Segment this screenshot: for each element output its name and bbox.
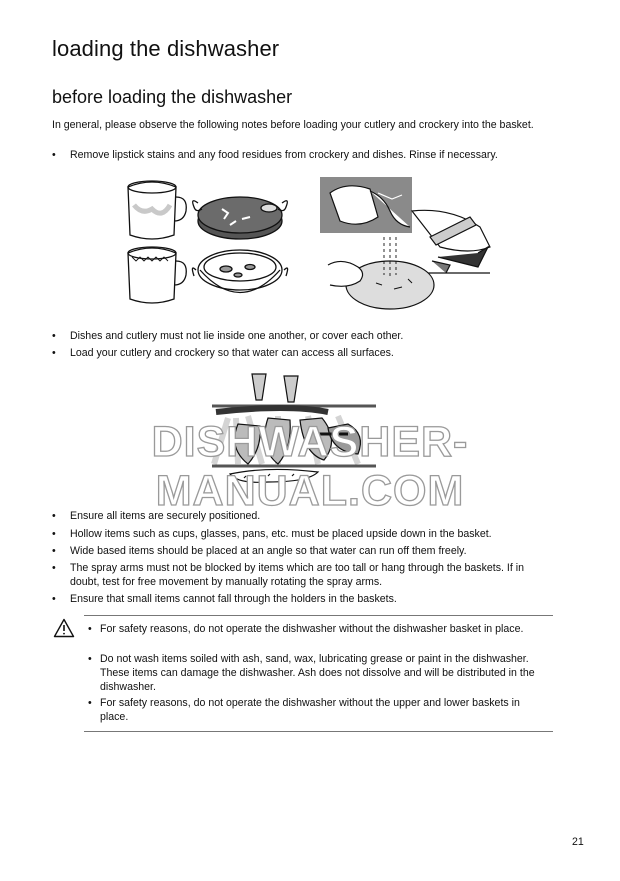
- bullet-icon: •: [52, 528, 56, 540]
- intro-paragraph: In general, please observe the following notes before loading your cutlery and crockery into the basket.: [52, 119, 534, 131]
- warning-text: Do not wash items soiled with ash, sand, wax, lubricating grease or paint in the dishwasher. These items can damage the dishwasher. Ash does not dissolve and will be distributed in the dishwasher.: [100, 653, 535, 693]
- list-item-text: Dishes and cutlery must not lie inside one another, or cover each other.: [70, 330, 404, 342]
- list-item-text: Ensure all items are securely positioned.: [70, 510, 261, 522]
- bullet-icon: •: [52, 510, 56, 522]
- list-item-text: Load your cutlery and crockery so that water can access all surfaces.: [70, 347, 394, 359]
- section-title: before loading the dishwasher: [52, 87, 293, 107]
- warning-top-rule: [84, 615, 553, 616]
- list-item-text: The spray arms must not be blocked by items which are too tall or hang through the baskets. If in doubt, test for free movement by manually rotating the spray arms.: [70, 562, 524, 588]
- watermark: DISHWASHER-MANUAL.COM: [151, 418, 469, 515]
- bullet-icon: •: [88, 653, 92, 665]
- list-item-text: Ensure that small items cannot fall through the holders in the baskets.: [70, 593, 397, 605]
- bullet-icon: •: [52, 330, 56, 342]
- list-item-text: Wide based items should be placed at an angle so that water can run off them freely.: [70, 545, 467, 557]
- bullet-icon: •: [88, 623, 92, 635]
- list-item-text: Remove lipstick stains and any food residues from crockery and dishes. Rinse if necessary.: [70, 149, 498, 161]
- bullet-icon: •: [52, 562, 56, 574]
- bullet-icon: •: [52, 149, 56, 161]
- bullet-icon: •: [88, 697, 92, 709]
- warning-bottom-rule: [84, 731, 553, 732]
- page-title: loading the dishwasher: [52, 36, 280, 61]
- page-number: 21: [572, 836, 584, 848]
- bullet-icon: •: [52, 593, 56, 605]
- list-item-text: Hollow items such as cups, glasses, pans, etc. must be placed upside down in the basket.: [70, 528, 492, 540]
- warning-text: For safety reasons, do not operate the dishwasher without the dishwasher basket in place.: [100, 623, 524, 635]
- rinsing-hands-illustration: [320, 177, 496, 315]
- dirty-crockery-illustration: [122, 175, 302, 310]
- warning-triangle-icon: [53, 618, 75, 638]
- bullet-icon: •: [52, 545, 56, 557]
- warning-text: For safety reasons, do not operate the dishwasher without the upper and lower baskets in place.: [100, 697, 520, 723]
- bullet-icon: •: [52, 347, 56, 359]
